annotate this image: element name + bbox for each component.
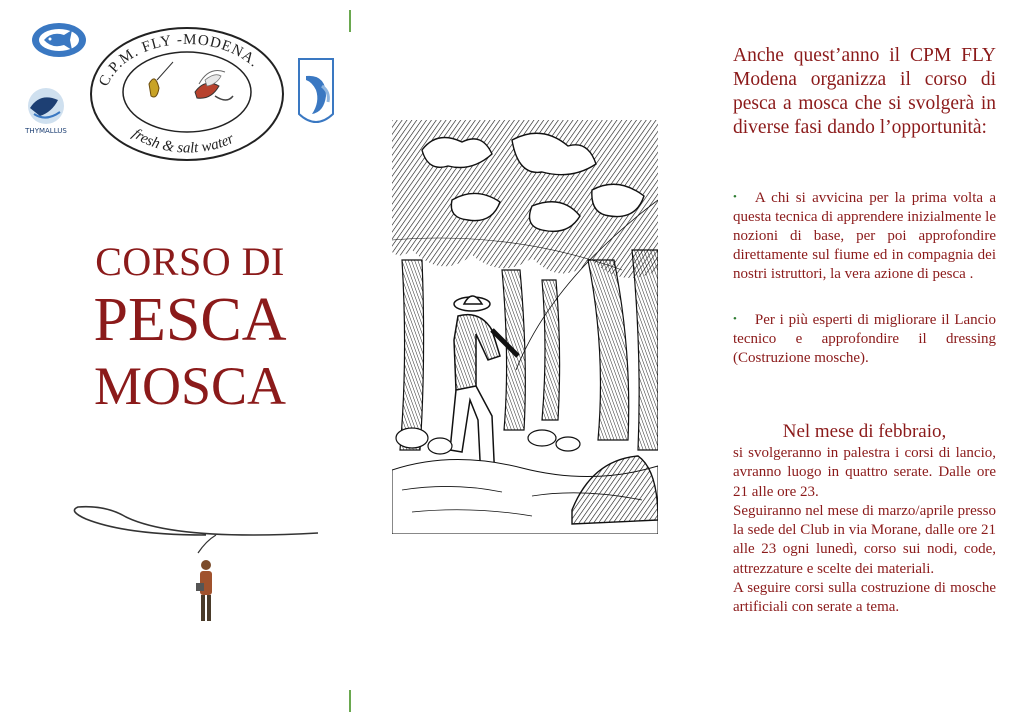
title-line-3: MOSCA [93,356,287,416]
svg-text:fresh & salt water [129,126,236,157]
title-line-2: PESCA [93,286,287,354]
bullet-text-1: A chi si avvicina per la prima volta a questa tecnica di apprendere inizialmente le nozioni di base, per poi approfondire direttamente sul fiume ed in compagnia dei nostri istruttori, la vera azione di pesca . [733,190,996,282]
schedule-paragraph-1: si svolgeranno in palestra i corsi di lancio, avranno luogo in quattro serate. Dalle ore 21 alle ore 23. [733,445,996,500]
title-line-1: CORSO DI [95,239,285,284]
fly-caster-illustration [66,505,322,635]
intro-paragraph: Anche quest’anno il CPM FLY Modena organizza il corso di pesca a mosca che si svolgerà in diverse fasi dando l’opportunità: [733,45,996,138]
schedule-paragraph-3: A seguire corsi sulla costruzione di mosche artificiali con serate a tema. [733,580,996,616]
schedule-heading: Nel mese di febbraio, [782,421,947,442]
bullet-item-1 [733,188,996,284]
svg-text:C.P.M. FLY -MODENA. [96,32,262,89]
bullet-item-2 [733,310,996,368]
bullet-icon: • [733,313,737,325]
fish-logo-icon [30,20,88,60]
thymallus-label: THYMALLUS [25,127,67,135]
shield-logo-icon [296,56,336,130]
fly-fishing-etching [392,120,658,534]
fold-mark-bottom [349,690,351,712]
fold-mark-top [349,10,351,32]
bullet-icon: • [733,191,737,203]
bullet-text-2: Per i più esperti di migliorare il Lancio tecnico e approfondire il dressing (Costruzione mosche). [733,312,996,366]
schedule-body [733,444,996,618]
club-logo [87,22,287,162]
logo-bottom-text: fresh & salt water [129,125,237,157]
thymallus-logo-icon [18,86,74,136]
bullet-list [733,188,996,394]
schedule-paragraph-2: Seguiranno nel mese di marzo/aprile presso la sede del Club in via Morane, dalle ore 21 alle 23 ogni lunedì, corso sui nodi, code, attrezzature e scelte dei materiali. [733,502,996,577]
title-block [40,238,340,418]
logo-top-text: C.P.M. FLY -MODENA. [96,31,263,89]
